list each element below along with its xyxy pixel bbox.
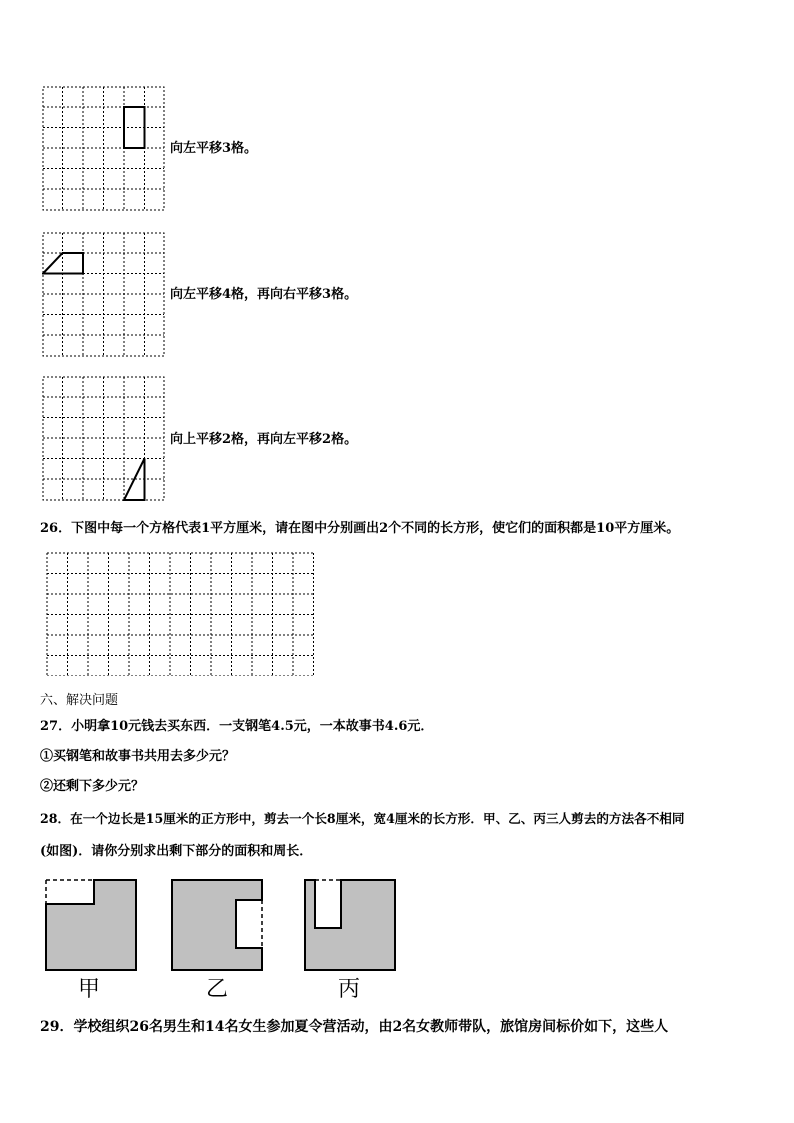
- translation-instruction-3: 向上平移2格，再向左平移2格。: [170, 432, 358, 447]
- translation-grid-2: [42, 232, 166, 358]
- translation-grid-3: [42, 376, 166, 502]
- question-27-sub-1: ①买钢笔和故事书共用去多少元？: [40, 749, 236, 764]
- translation-grid-1: [42, 86, 166, 212]
- figure-label-yi: 乙: [206, 977, 229, 1002]
- translation-instruction-2: 向左平移4格，再向右平移3格。: [170, 287, 358, 302]
- question-27-sub-2: ②还剩下多少元？: [40, 779, 145, 794]
- cut-figure-jia: [44, 878, 138, 972]
- question-28-line-2: (如图)．请你分别求出剩下部分的面积和周长．: [40, 844, 313, 859]
- question-28-line-1: 28．在一个边长是15厘米的正方形中，剪去一个长8厘米，宽4厘米的长方形．甲、乙、丙三人剪去的方法各不相同: [40, 811, 685, 826]
- cut-figure-yi: [170, 878, 264, 972]
- question-29-text: 29．学校组织26名男生和14名女生参加夏令营活动，由2名女教师带队，旅馆房间标价如下，这些人: [40, 1019, 669, 1035]
- question-26-text: 26．下图中每一个方格代表1平方厘米，请在图中分别画出2个不同的长方形，使它们的面积都是10平方厘米。: [40, 521, 680, 536]
- figure-label-jia: 甲: [78, 977, 101, 1002]
- section-title: 六、解决问题: [40, 693, 119, 708]
- cut-figure-bing: [303, 878, 397, 972]
- figure-label-bing: 丙: [338, 977, 361, 1002]
- question-27-text: 27．小明拿10元钱去买东西．一支钢笔4.5元，一本故事书4.6元．: [40, 719, 434, 734]
- translation-instruction-1: 向左平移3格。: [170, 141, 258, 156]
- area-grid: [46, 552, 316, 676]
